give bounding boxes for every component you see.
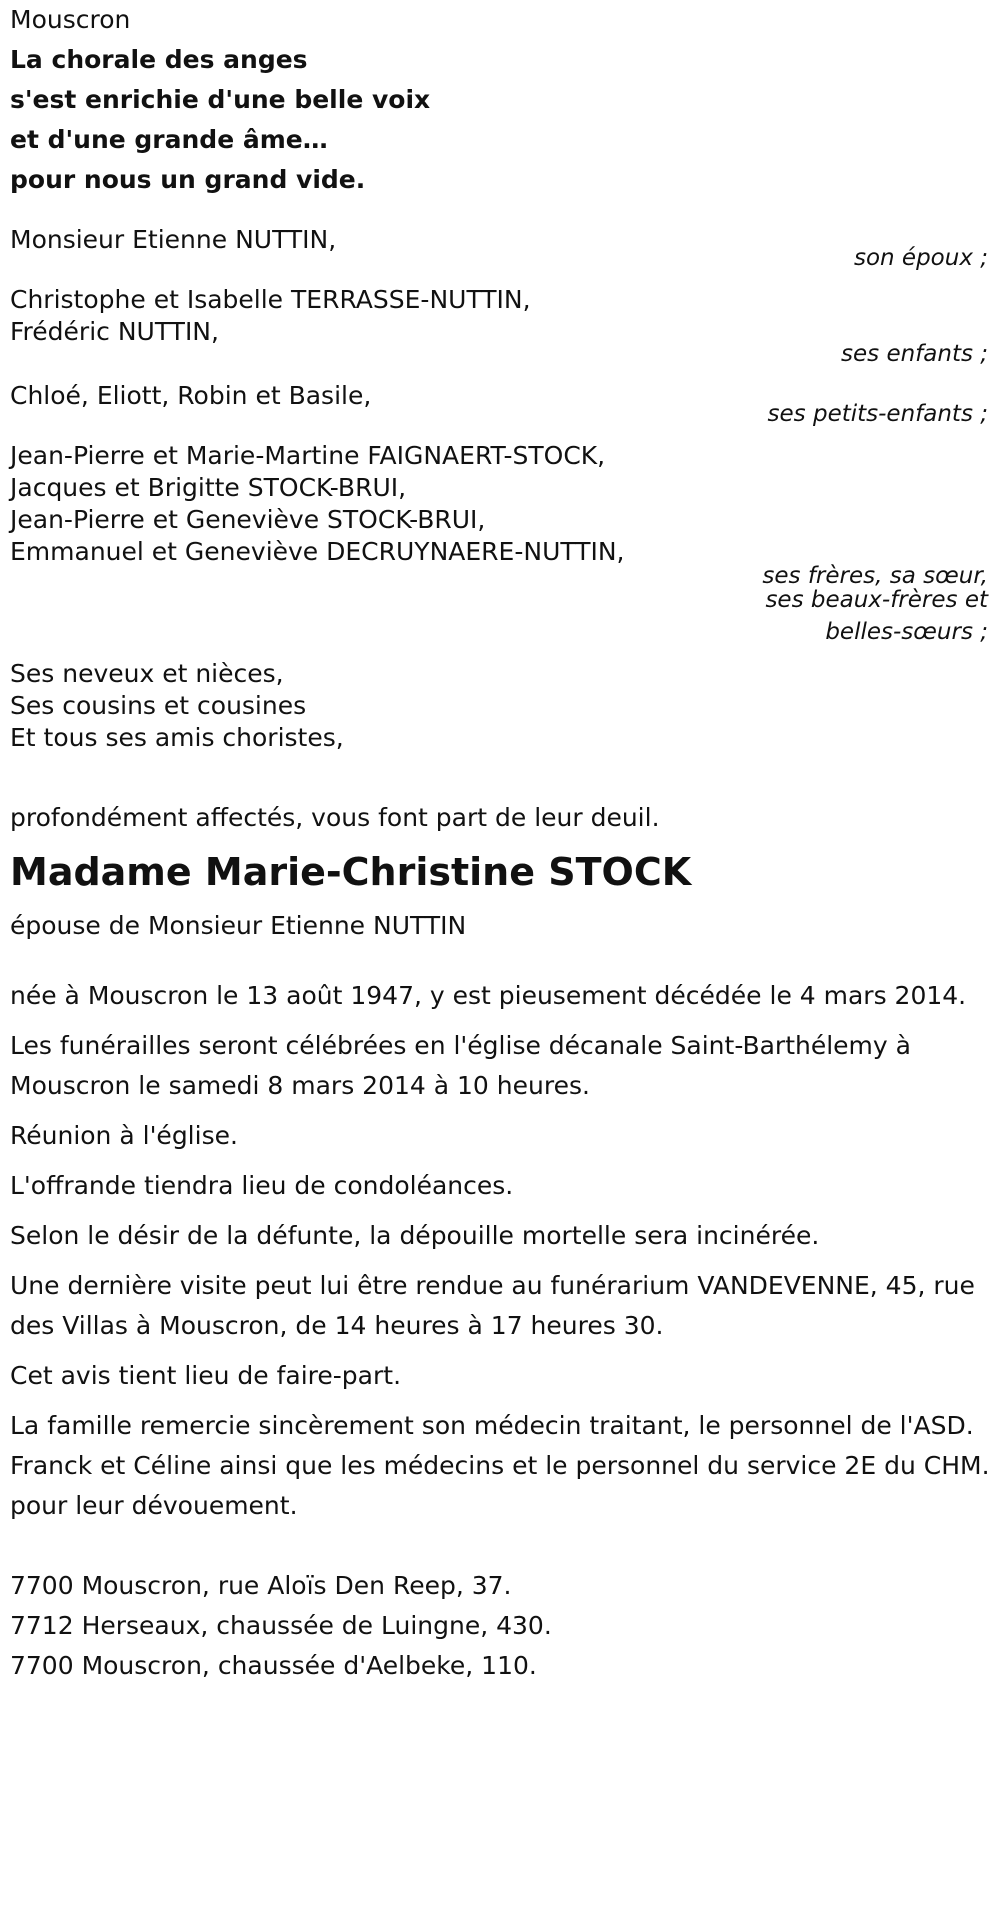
other-relatives: Et tous ses amis choristes,	[10, 723, 344, 752]
sibling-name: Jean-Pierre et Marie-Martine FAIGNAERT-STOCK,	[10, 441, 606, 470]
city-heading: Mouscron	[10, 5, 131, 34]
child-name: Frédéric NUTTIN,	[10, 317, 219, 346]
siblings-role-line: ses beaux-frères et	[765, 587, 988, 613]
family-list	[10, 220, 1000, 758]
poem	[10, 40, 1000, 200]
sibling-name: Jean-Pierre et Geneviève STOCK-BRUI,	[10, 505, 486, 534]
poem-line: et d'une grande âme…	[10, 125, 328, 154]
child-name: Christophe et Isabelle TERRASSE-NUTTIN,	[10, 285, 531, 314]
poem-line: s'est enrichie d'une belle voix	[10, 85, 431, 114]
poem-line: La chorale des anges	[10, 45, 308, 74]
siblings-role-line: belles-sœurs ;	[825, 619, 988, 645]
detail-paragraph: Cet avis tient lieu de faire-part.	[10, 1361, 402, 1390]
detail-paragraph: Selon le désir de la défunte, la dépouille mortelle sera incinérée.	[10, 1221, 820, 1250]
detail-paragraph: L'offrande tiendra lieu de condoléances.	[10, 1171, 514, 1200]
spouse-role: son époux ;	[853, 245, 988, 271]
other-relatives: Ses neveux et nièces,	[10, 659, 284, 688]
grandchildren-role: ses petits-enfants ;	[767, 401, 988, 427]
children-role: ses enfants ;	[841, 341, 988, 367]
address-line: 7700 Mouscron, chaussée d'Aelbeke, 110.	[10, 1651, 537, 1680]
siblings-role-line: ses frères, sa sœur,	[762, 563, 988, 589]
sibling-name: Jacques et Brigitte STOCK-BRUI,	[10, 473, 407, 502]
spouse-of-text: épouse de Monsieur Etienne NUTTIN	[10, 911, 467, 940]
addresses	[10, 1566, 1000, 1686]
address-line: 7700 Mouscron, rue Aloïs Den Reep, 37.	[10, 1571, 512, 1600]
announcement-text: profondément affectés, vous font part de leur deuil.	[10, 803, 660, 832]
sibling-name: Emmanuel et Geneviève DECRUYNAERE-NUTTIN,	[10, 537, 625, 566]
poem-line: pour nous un grand vide.	[10, 165, 366, 194]
detail-paragraph: Une dernière visite peut lui être rendue au funérarium VANDEVENNE, 45, rue des Villas à Mouscron, de 14 heures à 17 heures 30.	[10, 1271, 975, 1340]
address-line: 7712 Herseaux, chaussée de Luingne, 430.	[10, 1611, 552, 1640]
details	[10, 976, 1000, 1526]
detail-paragraph: Les funérailles seront célébrées en l'église décanale Saint-Barthélemy à Mouscron le samedi 8 mars 2014 à 10 heures.	[10, 1031, 911, 1100]
detail-paragraph: Réunion à l'église.	[10, 1121, 238, 1150]
grandchildren-names: Chloé, Eliott, Robin et Basile,	[10, 381, 372, 410]
spouse-name: Monsieur Etienne NUTTIN,	[10, 225, 337, 254]
detail-paragraph: née à Mouscron le 13 août 1947, y est pieusement décédée le 4 mars 2014.	[10, 981, 967, 1010]
other-relatives: Ses cousins et cousines	[10, 691, 307, 720]
deceased-name: Madame Marie-Christine STOCK	[10, 850, 692, 894]
detail-paragraph: La famille remercie sincèrement son médecin traitant, le personnel de l'ASD. Franck et Céline ainsi que les médecins et le personnel du service 2E du CHM. pour leur dévouement.	[10, 1411, 990, 1520]
